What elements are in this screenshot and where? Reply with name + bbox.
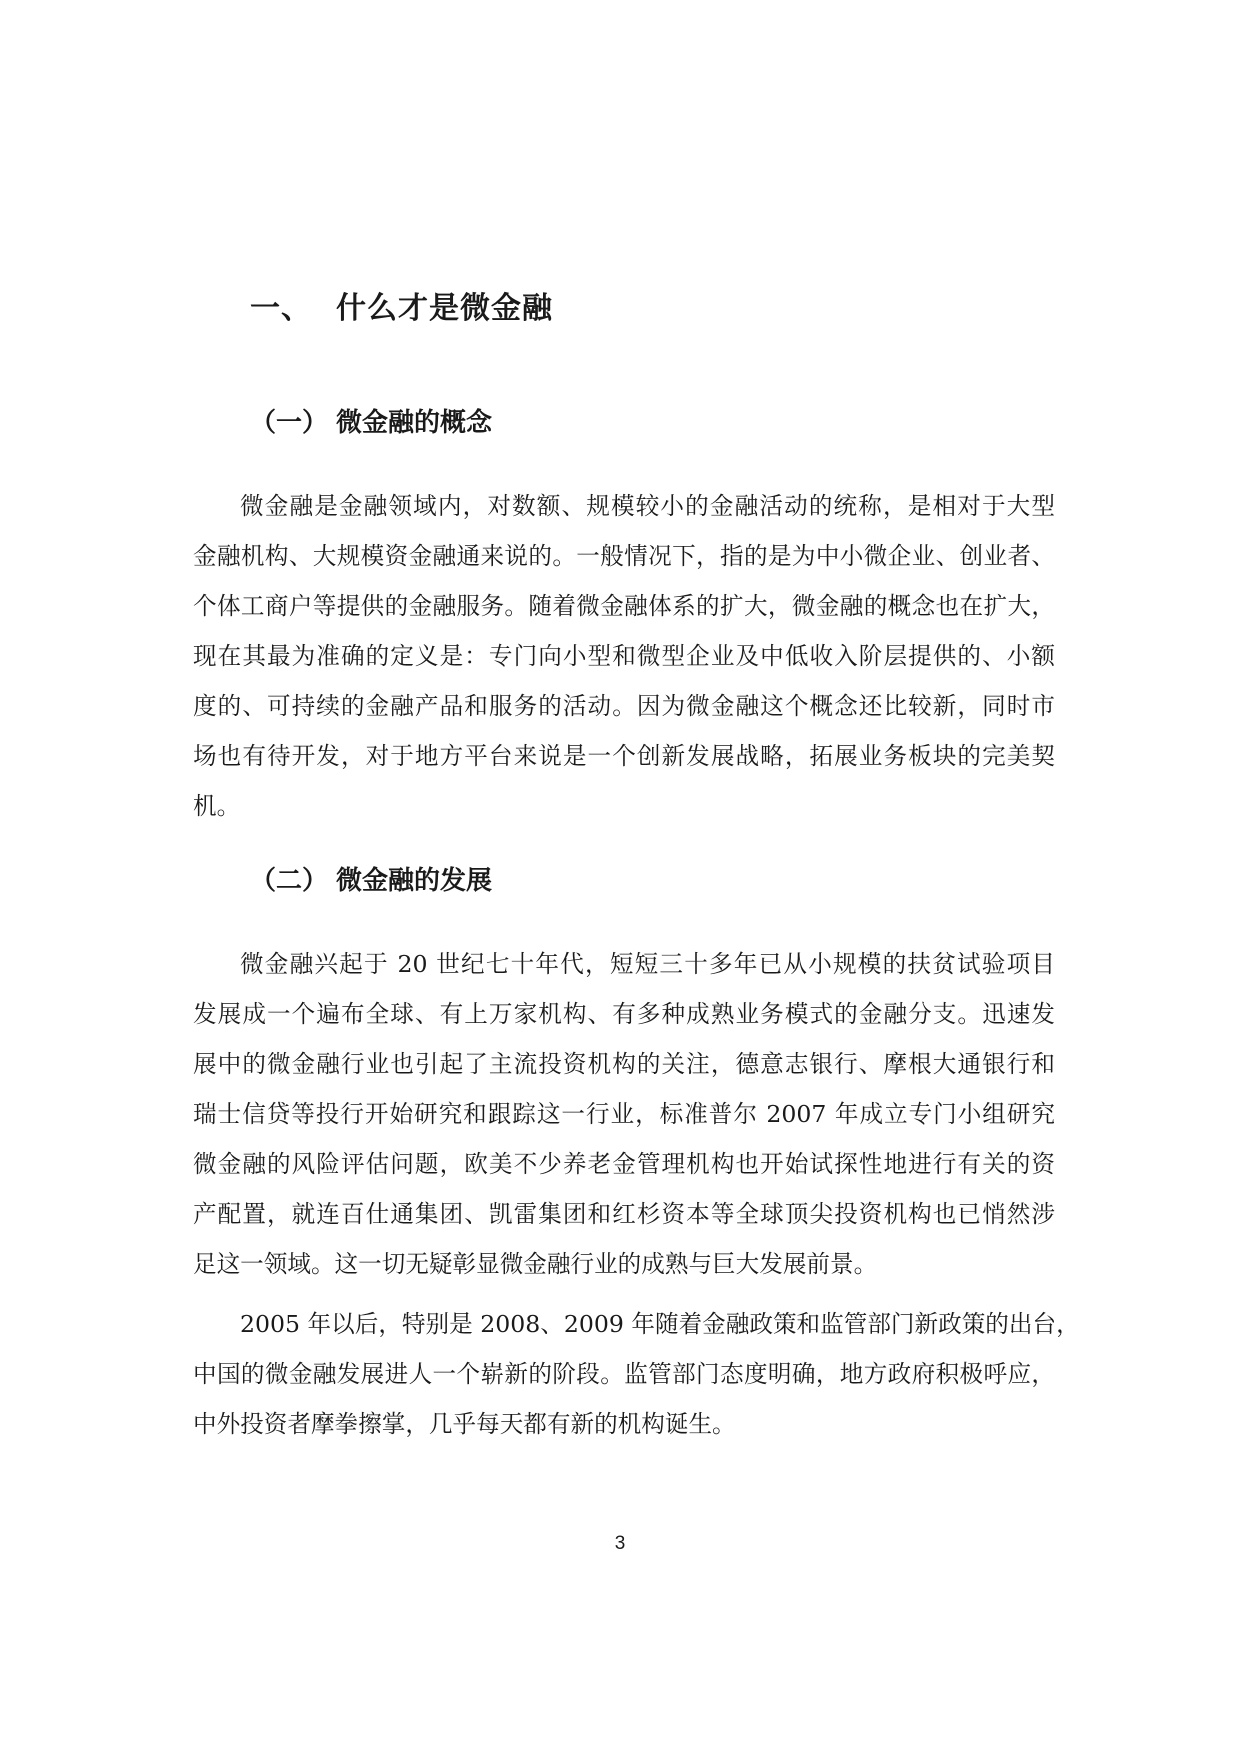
paragraph-line: 度的、可持续的金融产品和服务的活动。因为微金融这个概念还比较新，同时市 [193, 692, 1055, 720]
page-number: 3 [614, 1533, 626, 1554]
paragraph-line: 2005 年以后，特别是 2008、2009 年随着金融政策和监管部门新政策的出台， [240, 1310, 1080, 1338]
chapter-number: 一、 [250, 291, 312, 326]
paragraph-line: 足这一领域。这一切无疑彰显微金融行业的成熟与巨大发展前景。 [193, 1250, 878, 1278]
paragraph-line: 微金融是金融领域内，对数额、规模较小的金融活动的统称，是相对于大型 [240, 492, 1055, 520]
paragraph-line: 场也有待开发，对于地方平台来说是一个创新发展战略，拓展业务板块的完美契 [193, 742, 1055, 770]
section-title: 微金融的概念 [336, 408, 493, 438]
paragraph-line: 中国的微金融发展进人一个崭新的阶段。监管部门态度明确，地方政府积极呼应， [193, 1360, 1055, 1388]
paragraph-line: 瑞士信贷等投行开始研究和跟踪这一行业，标准普尔 2007 年成立专门小组研究 [193, 1100, 1055, 1128]
paragraph-development-history [193, 939, 1055, 1289]
paragraph-line: 微金融的风险评估问题，欧美不少养老金管理机构也开始试探性地进行有关的资 [193, 1150, 1055, 1178]
paragraph-line: 展中的微金融行业也引起了主流投资机构的关注，德意志银行、摩根大通银行和 [193, 1050, 1055, 1078]
section-number: （二） [250, 866, 329, 896]
paragraph-line: 发展成一个遍布全球、有上万家机构、有多种成熟业务模式的金融分支。迅速发 [193, 1000, 1055, 1028]
paragraph-line: 金融机构、大规模资金融通来说的。一般情况下，指的是为中小微企业、创业者、 [193, 542, 1055, 570]
section-heading-development [250, 860, 492, 897]
paragraph-line: 产配置，就连百仕通集团、凯雷集团和红杉资本等全球顶尖投资机构也已悄然涉 [193, 1200, 1055, 1228]
paragraph-development-china [193, 1299, 1080, 1449]
section-heading-concept [250, 402, 492, 439]
paragraph-line: 机。 [193, 792, 241, 820]
paragraph-line: 现在其最为准确的定义是：专门向小型和微型企业及中低收入阶层提供的、小额 [193, 642, 1055, 670]
paragraph-line: 中外投资者摩拳擦掌，几乎每天都有新的机构诞生。 [193, 1410, 736, 1438]
section-title: 微金融的发展 [336, 866, 493, 896]
section-number: （一） [250, 408, 329, 438]
paragraph-line: 微金融兴起于 20 世纪七十年代，短短三十多年已从小规模的扶贫试验项目 [240, 950, 1055, 978]
chapter-title: 什么才是微金融 [336, 291, 553, 326]
paragraph-line: 个体工商户等提供的金融服务。随着微金融体系的扩大，微金融的概念也在扩大， [193, 592, 1055, 620]
chapter-heading [250, 283, 553, 327]
paragraph-concept [193, 481, 1055, 831]
